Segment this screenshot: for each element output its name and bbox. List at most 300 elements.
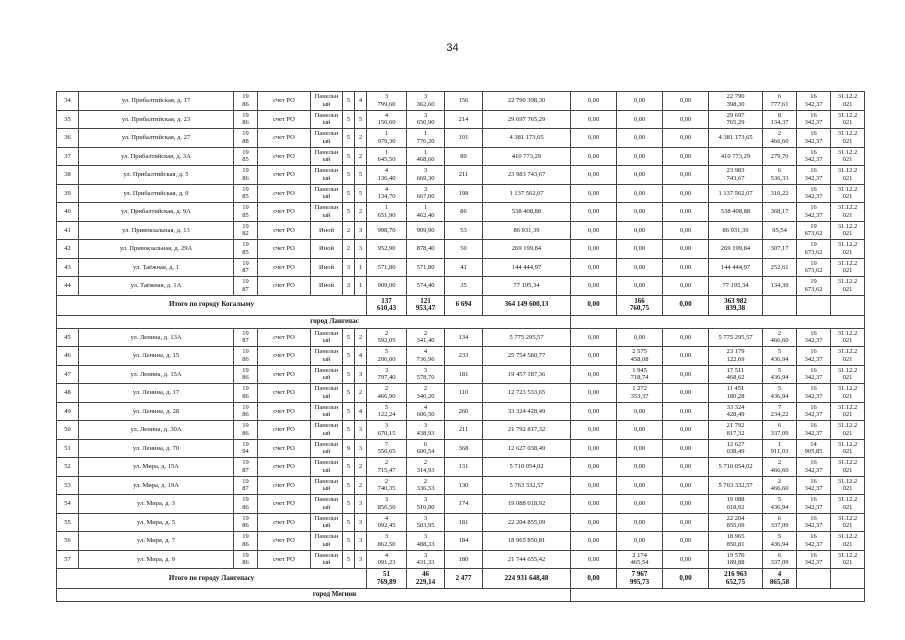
year-built-cell-line: 82 bbox=[242, 230, 249, 238]
address-cell: ул. Мира, д. 7 bbox=[79, 532, 234, 551]
total-area-cell-line: 769,89 bbox=[376, 577, 397, 586]
wall-material-cell-line: Панельн bbox=[314, 93, 339, 101]
funds-federal-cell: 0,00 bbox=[571, 258, 617, 277]
total-cost-cell: 5 710 054,02 bbox=[483, 458, 571, 477]
city-total-label: Итого по городу Когалыму bbox=[57, 295, 367, 315]
funds-regional-cell: 0,00 bbox=[617, 532, 663, 551]
funds-owners-cell bbox=[709, 495, 763, 514]
total-area-cell-line: 134,70 bbox=[377, 193, 396, 201]
living-area-cell-line: 3 bbox=[423, 366, 428, 374]
living-area-cell-line: 650,90 bbox=[416, 119, 435, 127]
fund-type-cell: счет РО bbox=[258, 147, 311, 166]
deadline-cell bbox=[831, 92, 865, 111]
deadline-cell bbox=[831, 295, 865, 315]
entrances-cell: 5 bbox=[355, 166, 367, 185]
deadline-cell-line: 31.12.2 bbox=[837, 496, 858, 504]
marginal-cost-cell-line: 342,37 bbox=[804, 559, 823, 567]
fund-type-cell: счет РО bbox=[258, 328, 311, 347]
residents-cell: 198 bbox=[445, 184, 483, 203]
row-number-cell: 44 bbox=[57, 277, 79, 296]
year-built-cell-line: 86 bbox=[242, 429, 249, 437]
living-area-cell-line: 3 bbox=[423, 551, 428, 559]
year-built-cell bbox=[234, 513, 258, 532]
living-area-cell-line: 2 bbox=[423, 477, 428, 485]
wall-material-cell bbox=[311, 110, 343, 129]
funds-regional-cell: 0,00 bbox=[617, 402, 663, 421]
table-row bbox=[57, 347, 865, 366]
deadline-cell-line: 021 bbox=[842, 411, 853, 419]
row-number-cell: 42 bbox=[57, 240, 79, 259]
year-built-cell-line: 19 bbox=[242, 185, 249, 193]
total-area-cell-line: 091,23 bbox=[377, 559, 396, 567]
row-number-cell: 39 bbox=[57, 184, 79, 203]
wall-material-cell bbox=[311, 347, 343, 366]
marginal-cost-cell-line: 16 bbox=[810, 185, 817, 193]
deadline-cell-line: 31.12.2 bbox=[837, 514, 858, 522]
specific-cost-cell bbox=[763, 110, 797, 129]
wall-material-cell-line: ый bbox=[322, 211, 331, 219]
wall-material-cell-line: ый bbox=[322, 503, 331, 511]
marginal-cost-cell-line: 16 bbox=[810, 93, 817, 101]
floors-cell: 5 bbox=[343, 147, 355, 166]
deadline-cell-line: 31.12.2 bbox=[837, 130, 858, 138]
deadline-cell-line: 31.12.2 bbox=[837, 422, 858, 430]
total-cost-cell: 19 457 187,36 bbox=[483, 365, 571, 384]
marginal-cost-cell-line: 342,37 bbox=[804, 156, 823, 164]
marginal-cost-cell bbox=[797, 110, 831, 129]
deadline-cell bbox=[831, 532, 865, 551]
deadline-cell bbox=[831, 495, 865, 514]
funds-owners-cell-line: 77 195,34 bbox=[722, 282, 749, 289]
marginal-cost-cell-line: 342,37 bbox=[804, 466, 823, 474]
deadline-cell-line: 021 bbox=[842, 156, 853, 164]
living-area-cell-line: 909,90 bbox=[416, 226, 435, 234]
funds-federal-cell: 0,00 bbox=[571, 439, 617, 458]
funds-local-cell: 0,00 bbox=[663, 550, 709, 569]
living-area-cell-line: 314,93 bbox=[416, 466, 435, 474]
funds-owners-cell-line: 855,09 bbox=[726, 522, 745, 530]
funds-federal-cell: 0,00 bbox=[571, 129, 617, 148]
entrances-cell: 3 bbox=[355, 240, 367, 259]
living-area-cell bbox=[407, 550, 445, 569]
funds-owners-cell-line: 122,69 bbox=[726, 355, 745, 363]
year-built-cell-line: 19 bbox=[242, 111, 249, 119]
deadline-cell-line: 31.12.2 bbox=[837, 366, 858, 374]
specific-cost-cell bbox=[763, 458, 797, 477]
wall-material-cell-line: Панельн bbox=[314, 385, 339, 393]
year-built-cell-line: 19 bbox=[242, 167, 249, 175]
specific-cost-cell-line: 4 bbox=[777, 570, 782, 578]
living-area-cell-line: 3 bbox=[423, 496, 428, 504]
living-area-cell bbox=[407, 240, 445, 259]
funds-owners-cell-line: 33 324 bbox=[726, 403, 745, 411]
wall-material-cell-line: ый bbox=[322, 137, 331, 145]
table-row bbox=[57, 328, 865, 347]
total-area-cell-line: 4 bbox=[384, 514, 389, 522]
marginal-cost-cell-line: 342,37 bbox=[804, 193, 823, 201]
marginal-cost-cell-line: 673,62 bbox=[804, 267, 823, 275]
total-cost-cell: 1 137 562,07 bbox=[483, 184, 571, 203]
fund-type-cell: счет РО bbox=[258, 110, 311, 129]
total-cost-cell: 144 444,97 bbox=[483, 258, 571, 277]
living-area-cell-line: 3 bbox=[423, 533, 428, 541]
total-area-cell-line: 4 bbox=[384, 185, 389, 193]
total-area-cell bbox=[367, 221, 407, 240]
total-cost-cell: 4 381 173,65 bbox=[483, 129, 571, 148]
specific-cost-cell bbox=[763, 550, 797, 569]
funds-regional-cell-line: 353,37 bbox=[630, 392, 649, 400]
marginal-cost-cell bbox=[797, 147, 831, 166]
total-area-cell bbox=[367, 402, 407, 421]
wall-material-cell-line: Панельн bbox=[314, 204, 339, 212]
deadline-cell-line: 021 bbox=[842, 267, 853, 275]
year-built-cell-line: 19 bbox=[242, 459, 249, 467]
year-built-cell bbox=[234, 110, 258, 129]
wall-material-cell-line: ый bbox=[322, 429, 331, 437]
residents-cell: 41 bbox=[445, 258, 483, 277]
wall-material-cell bbox=[311, 421, 343, 440]
specific-cost-cell bbox=[763, 129, 797, 148]
floors-cell: 5 bbox=[343, 384, 355, 403]
total-area-cell-line: 3 bbox=[384, 366, 389, 374]
total-area-cell-line: 156,60 bbox=[377, 119, 396, 127]
marginal-cost-cell bbox=[797, 166, 831, 185]
wall-material-cell bbox=[311, 532, 343, 551]
deadline-cell bbox=[831, 347, 865, 366]
total-area-cell-line: 856,50 bbox=[377, 503, 396, 511]
funds-owners-cell-line: 19 570 bbox=[726, 551, 745, 559]
wall-material-cell-line: ый bbox=[322, 174, 331, 182]
specific-cost-cell-line: 310,22 bbox=[770, 189, 789, 197]
living-area-cell-line: 878,40 bbox=[416, 245, 435, 252]
wall-material-cell bbox=[311, 328, 343, 347]
living-area-cell bbox=[407, 569, 445, 589]
living-area-cell-line: 2 bbox=[423, 459, 428, 467]
funds-local-cell: 0,00 bbox=[663, 328, 709, 347]
marginal-cost-cell bbox=[797, 221, 831, 240]
total-area-cell-line: 137 bbox=[381, 296, 392, 305]
deadline-cell bbox=[831, 421, 865, 440]
wall-material-cell-line: ый bbox=[322, 466, 331, 474]
living-area-cell-line: 503,95 bbox=[416, 522, 435, 530]
total-area-cell-line: 2 bbox=[384, 459, 389, 467]
specific-cost-cell-line: 466,60 bbox=[770, 137, 789, 145]
fund-type-cell: счет РО bbox=[258, 347, 311, 366]
funds-local-cell: 0,00 bbox=[663, 347, 709, 366]
table-row bbox=[57, 384, 865, 403]
living-area-cell bbox=[407, 147, 445, 166]
funds-owners-cell bbox=[709, 550, 763, 569]
living-area-cell-line: 606,50 bbox=[416, 411, 435, 419]
deadline-cell-line: 31.12.2 bbox=[837, 459, 858, 467]
year-built-cell bbox=[234, 166, 258, 185]
funds-owners-cell-line: 410 773,29 bbox=[720, 152, 751, 160]
living-area-cell bbox=[407, 439, 445, 458]
deadline-cell-line: 31.12.2 bbox=[837, 222, 858, 230]
entrances-cell: 5 bbox=[355, 184, 367, 203]
living-area-cell-line: 600,54 bbox=[416, 448, 435, 456]
year-built-cell-line: 86 bbox=[242, 392, 249, 400]
deadline-cell bbox=[831, 240, 865, 259]
wall-material-cell bbox=[311, 240, 343, 259]
fund-type-cell: счет РО bbox=[258, 221, 311, 240]
specific-cost-cell-line: 436,94 bbox=[770, 374, 789, 382]
residents-cell: 130 bbox=[445, 476, 483, 495]
funds-local-cell: 0,00 bbox=[663, 166, 709, 185]
funds-regional-cell: 0,00 bbox=[617, 476, 663, 495]
specific-cost-cell bbox=[763, 184, 797, 203]
marginal-cost-cell-line: 16 bbox=[810, 348, 817, 356]
total-area-cell bbox=[367, 495, 407, 514]
total-area-cell-line: 3 bbox=[384, 533, 389, 541]
funds-owners-cell-line: 468,62 bbox=[726, 374, 745, 382]
marginal-cost-cell bbox=[797, 402, 831, 421]
fund-type-cell: счет РО bbox=[258, 476, 311, 495]
total-area-cell-line: 797,40 bbox=[377, 374, 396, 382]
total-area-cell-line: 3 bbox=[384, 422, 389, 430]
living-area-cell bbox=[407, 476, 445, 495]
specific-cost-cell-line: 337,09 bbox=[770, 429, 789, 437]
deadline-cell bbox=[831, 110, 865, 129]
table-row bbox=[57, 458, 865, 477]
deadline-cell-line: 31.12.2 bbox=[837, 93, 858, 101]
total-area-cell-line: 4 bbox=[384, 551, 389, 559]
year-built-cell bbox=[234, 421, 258, 440]
funds-federal-cell: 0,00 bbox=[571, 569, 617, 589]
funds-local-cell: 0,00 bbox=[663, 476, 709, 495]
year-built-cell-line: 19 bbox=[242, 551, 249, 559]
total-area-cell-line: 4 bbox=[384, 167, 389, 175]
specific-cost-cell-line: 5 bbox=[777, 348, 782, 356]
funds-owners-cell-line: 839,38 bbox=[725, 304, 746, 312]
funds-local-cell: 0,00 bbox=[663, 439, 709, 458]
table-row bbox=[57, 495, 865, 514]
year-built-cell-line: 86 bbox=[242, 503, 249, 511]
specific-cost-cell-line: 436,94 bbox=[770, 392, 789, 400]
deadline-cell-line: 021 bbox=[842, 485, 853, 493]
specific-cost-cell bbox=[763, 203, 797, 222]
specific-cost-cell bbox=[763, 384, 797, 403]
specific-cost-cell-line: 5 bbox=[777, 496, 782, 504]
living-area-cell-line: 431,33 bbox=[416, 559, 435, 567]
wall-material-cell bbox=[311, 402, 343, 421]
row-number-cell: 56 bbox=[57, 532, 79, 551]
total-area-cell bbox=[367, 476, 407, 495]
total-area-cell bbox=[367, 550, 407, 569]
specific-cost-cell bbox=[763, 532, 797, 551]
wall-material-cell-line: ый bbox=[322, 448, 331, 456]
wall-material-cell-line: Панельн bbox=[314, 533, 339, 541]
wall-material-cell-line: Панельн bbox=[314, 496, 339, 504]
address-cell: ул. Мира, д. 3 bbox=[79, 495, 234, 514]
deadline-cell-line: 31.12.2 bbox=[837, 348, 858, 356]
wall-material-cell-line: Панельн bbox=[314, 514, 339, 522]
funds-regional-cell bbox=[617, 295, 663, 315]
total-cost-cell: 29 697 765,29 bbox=[483, 110, 571, 129]
funds-owners-cell-line: 180,28 bbox=[726, 392, 745, 400]
living-area-cell-line: 578,70 bbox=[416, 374, 435, 382]
wall-material-cell bbox=[311, 439, 343, 458]
row-number-cell: 43 bbox=[57, 258, 79, 277]
living-area-cell-line: 488,33 bbox=[416, 540, 435, 548]
specific-cost-cell-line: 865,58 bbox=[769, 577, 790, 586]
funds-owners-cell-line: 538 408,88 bbox=[720, 208, 751, 215]
wall-material-cell-line: Иной bbox=[319, 282, 334, 289]
funds-regional-cell: 0,00 bbox=[617, 277, 663, 296]
row-number-cell: 46 bbox=[57, 347, 79, 366]
deadline-cell-line: 31.12.2 bbox=[837, 278, 858, 286]
specific-cost-cell-line: 2 bbox=[777, 130, 782, 138]
wall-material-cell-line: Панельн bbox=[314, 111, 339, 119]
wall-material-cell-line: Панельн bbox=[314, 167, 339, 175]
funds-owners-cell-line: 1 137 562,07 bbox=[718, 189, 753, 197]
fund-type-cell: счет РО bbox=[258, 532, 311, 551]
marginal-cost-cell-line: 342,37 bbox=[804, 503, 823, 511]
living-area-cell-line: 1 bbox=[423, 130, 428, 138]
floors-cell: 5 bbox=[343, 513, 355, 532]
fund-type-cell: счет РО bbox=[258, 258, 311, 277]
funds-owners-cell-line: 765,29 bbox=[726, 119, 745, 127]
living-area-cell bbox=[407, 184, 445, 203]
specific-cost-cell bbox=[763, 147, 797, 166]
marginal-cost-cell bbox=[797, 439, 831, 458]
year-built-cell-line: 19 bbox=[242, 422, 249, 430]
total-area-cell bbox=[367, 166, 407, 185]
year-built-cell-line: 87 bbox=[242, 485, 249, 493]
marginal-cost-cell-line: 16 bbox=[810, 385, 817, 393]
fund-type-cell: счет РО bbox=[258, 495, 311, 514]
residents-cell: 260 bbox=[445, 402, 483, 421]
year-built-cell-line: 86 bbox=[242, 100, 249, 108]
deadline-cell-line: 021 bbox=[842, 174, 853, 182]
wall-material-cell-line: Панельн bbox=[314, 329, 339, 337]
specific-cost-cell bbox=[763, 166, 797, 185]
wall-material-cell-line: Панельн bbox=[314, 403, 339, 411]
marginal-cost-cell bbox=[797, 513, 831, 532]
wall-material-cell-line: ый bbox=[322, 193, 331, 201]
row-number-cell: 54 bbox=[57, 495, 79, 514]
total-cost-cell: 19 088 018,92 bbox=[483, 495, 571, 514]
specific-cost-cell-line: 6 bbox=[777, 93, 782, 101]
total-area-cell-line: 092,45 bbox=[377, 522, 396, 530]
entrances-cell: 4 bbox=[355, 402, 367, 421]
specific-cost-cell-line: 536,33 bbox=[770, 174, 789, 182]
funds-owners-cell bbox=[709, 129, 763, 148]
living-area-cell-line: 669,30 bbox=[416, 174, 435, 182]
year-built-cell-line: 86 bbox=[242, 355, 249, 363]
funds-regional-cell bbox=[617, 384, 663, 403]
specific-cost-cell-line: 307,17 bbox=[770, 245, 789, 252]
funds-federal-cell: 0,00 bbox=[571, 495, 617, 514]
specific-cost-cell-line: 5 bbox=[777, 533, 782, 541]
fund-type-cell: счет РО bbox=[258, 203, 311, 222]
funds-owners-cell bbox=[709, 184, 763, 203]
floors-cell: 5 bbox=[343, 476, 355, 495]
total-area-cell bbox=[367, 513, 407, 532]
deadline-cell bbox=[831, 328, 865, 347]
living-area-cell-line: 46 bbox=[422, 570, 429, 578]
table-row bbox=[57, 277, 865, 296]
marginal-cost-cell-line: 16 bbox=[810, 204, 817, 212]
floors-cell: 5 bbox=[343, 402, 355, 421]
row-number-cell: 37 bbox=[57, 147, 79, 166]
deadline-cell-line: 31.12.2 bbox=[837, 403, 858, 411]
specific-cost-cell-line: 777,61 bbox=[770, 100, 789, 108]
marginal-cost-cell bbox=[797, 184, 831, 203]
specific-cost-cell bbox=[763, 513, 797, 532]
funds-regional-cell-line: 2 575 bbox=[632, 348, 647, 356]
funds-owners-cell bbox=[709, 240, 763, 259]
living-area-cell-line: 736,96 bbox=[416, 355, 435, 363]
total-area-cell-line: 740,35 bbox=[377, 485, 396, 493]
specific-cost-cell-line: 8 bbox=[777, 111, 782, 119]
funds-regional-cell-line: 465,54 bbox=[630, 559, 649, 567]
funds-local-cell: 0,00 bbox=[663, 147, 709, 166]
year-built-cell-line: 86 bbox=[242, 522, 249, 530]
deadline-cell-line: 31.12.2 bbox=[837, 551, 858, 559]
table-row bbox=[57, 439, 865, 458]
floors-cell: 5 bbox=[343, 532, 355, 551]
address-cell: ул. Мира, д. 15А bbox=[79, 458, 234, 477]
table-row bbox=[57, 166, 865, 185]
row-number-cell: 36 bbox=[57, 129, 79, 148]
total-area-cell bbox=[367, 203, 407, 222]
year-built-cell-line: 19 bbox=[242, 93, 249, 101]
total-cost-cell: 77 195,34 bbox=[483, 277, 571, 296]
wall-material-cell-line: Панельн bbox=[314, 348, 339, 356]
residents-cell: 50 bbox=[445, 240, 483, 259]
funds-local-cell: 0,00 bbox=[663, 513, 709, 532]
deadline-cell-line: 021 bbox=[842, 503, 853, 511]
total-cost-cell: 12 723 533,65 bbox=[483, 384, 571, 403]
deadline-cell-line: 021 bbox=[842, 448, 853, 456]
living-area-cell bbox=[407, 129, 445, 148]
total-area-cell-line: 571,80 bbox=[377, 263, 396, 271]
total-area-cell-line: 466,90 bbox=[377, 392, 396, 400]
total-area-cell-line: 979,30 bbox=[377, 137, 396, 145]
deadline-cell-line: 021 bbox=[842, 374, 853, 382]
funds-local-cell: 0,00 bbox=[663, 129, 709, 148]
deadline-cell bbox=[831, 166, 865, 185]
deadline-cell-line: 021 bbox=[842, 392, 853, 400]
wall-material-cell-line: ый bbox=[322, 374, 331, 382]
entrances-cell: 3 bbox=[355, 495, 367, 514]
total-area-cell bbox=[367, 569, 407, 589]
floors-cell: 3 bbox=[343, 258, 355, 277]
living-area-cell bbox=[407, 402, 445, 421]
year-built-cell bbox=[234, 402, 258, 421]
marginal-cost-cell bbox=[797, 347, 831, 366]
funds-regional-cell: 0,00 bbox=[617, 328, 663, 347]
funds-owners-cell-line: 144 444,97 bbox=[720, 263, 751, 271]
year-built-cell-line: 19 bbox=[242, 403, 249, 411]
marginal-cost-cell-line: 342,37 bbox=[804, 485, 823, 493]
entrances-cell: 3 bbox=[355, 221, 367, 240]
marginal-cost-cell-line: 342,37 bbox=[804, 392, 823, 400]
funds-owners-cell bbox=[709, 147, 763, 166]
total-area-cell-line: 51 bbox=[383, 570, 390, 578]
table-row bbox=[57, 129, 865, 148]
row-number-cell: 52 bbox=[57, 458, 79, 477]
fund-type-cell: счет РО bbox=[258, 184, 311, 203]
funds-owners-cell bbox=[709, 328, 763, 347]
funds-owners-cell-line: 17 511 bbox=[726, 366, 745, 374]
specific-cost-cell-line: 6 bbox=[777, 514, 782, 522]
total-area-cell-line: 2 bbox=[384, 477, 389, 485]
living-area-cell-line: 667,00 bbox=[416, 193, 435, 201]
year-built-cell bbox=[234, 365, 258, 384]
year-built-cell-line: 88 bbox=[242, 137, 249, 145]
